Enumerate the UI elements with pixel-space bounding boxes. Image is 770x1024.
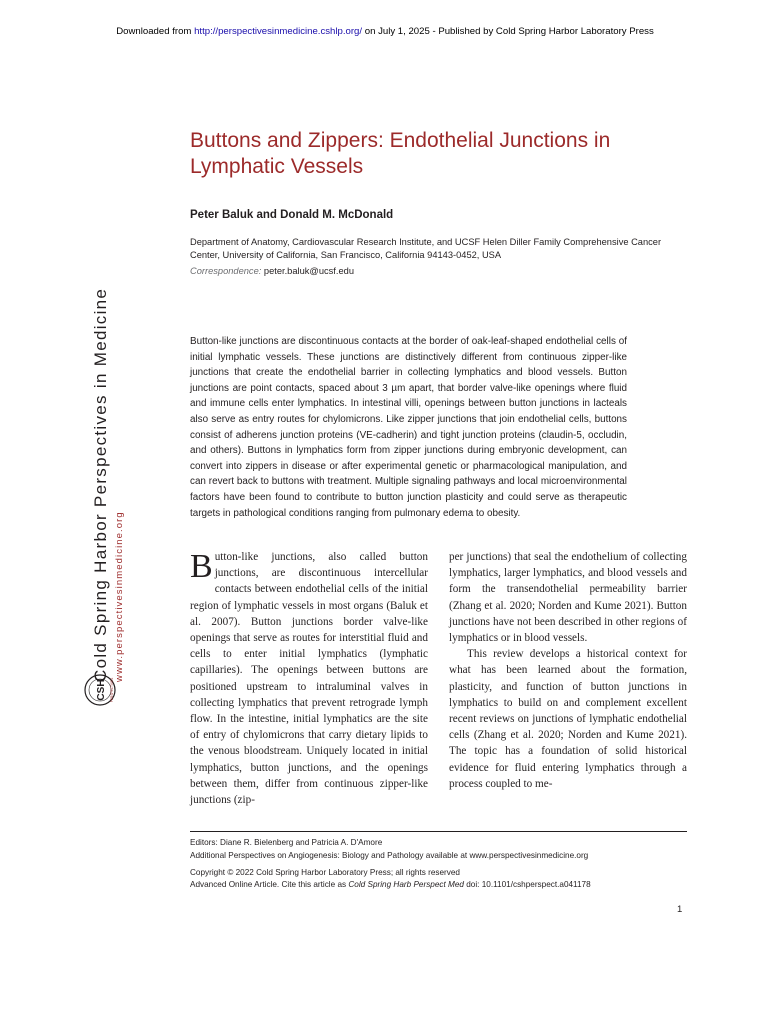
- body-column-1: [190, 549, 428, 808]
- body-col2-paragraph-1: per junctions) that seal the endothelium of collecting lymphatics, larger lymphatics, and blood vessels and form the transendothelial permeability barrier (Zhang et al. 2020; Norden and Kume 2021). Button junctions have not been described in other regions of lymphatics or in blood vessels.: [449, 551, 687, 645]
- footer-citation: [190, 880, 591, 889]
- dropcap: B: [190, 548, 213, 585]
- banner-prefix: Downloaded from: [116, 26, 195, 37]
- sidebar-journal-url[interactable]: www.perspectivesinmedicine.org: [114, 511, 125, 682]
- cite-journal: Cold Spring Harb Perspect Med: [348, 880, 464, 889]
- abstract: Button-like junctions are discontinuous contacts at the border of oak-leaf-shaped endothelial cells of initial lymphatic vessels. These junctions are distinctively different from continuous zipper-like junctions that create the endothelial barrier in collecting lymphatics and blood vessels. Button junctions are point contacts, spaced about 3 µm apart, that border valve-like openings where fluid and immune cells enter lymphatics. In intestinal villi, openings between button junctions in lacteals also serve as entry routes for chylomicrons. Like zipper junctions that join endothelial cells, buttons consist of adherens junction proteins (VE-cadherin) and tight junction proteins (claudin-5, occludin, and others). Buttons in lymphatics form from zipper junctions during embryonic development, can convert into zippers in disease or after experimental genetic or pharmacological manipulation, and can revert back to buttons with treatment. Multiple signaling pathways and local microenvironmental factors have been found to contribute to button junction plasticity and could serve as therapeutic targets in pathological conditions ranging from pulmonary edema to obesity.: [190, 336, 627, 519]
- cite-suffix: doi: 10.1101/cshperspect.a041178: [463, 880, 591, 889]
- correspondence-label: Correspondence:: [190, 266, 262, 276]
- csh-logo: [83, 660, 117, 720]
- banner-url-link[interactable]: http://perspectivesinmedicine.cshlp.org/: [194, 26, 363, 37]
- footer-editors: Editors: Diane R. Bielenberg and Patricia A. D'Amore: [190, 838, 383, 847]
- footer-rule: [190, 831, 687, 832]
- article-title: Buttons and Zippers: Endothelial Junctions in Lymphatic Vessels: [190, 129, 611, 178]
- cite-prefix: Advanced Online Article. Cite this article as: [190, 880, 349, 889]
- download-banner: [0, 26, 770, 37]
- correspondence-email[interactable]: peter.baluk@ucsf.edu: [263, 266, 354, 276]
- body-col2-paragraph-2: This review develops a historical context for what has been learned about the formation, plasticity, and function of button junctions in lymphatics to build on and complement excellent recent reviews on junctions of lymphatic endothelial cells (Zhang et al. 2020; Norden and Kume 2021). The topic has a foundation of solid historical evidence for fluid entering lymphatics through a process coupled to me-: [449, 648, 687, 790]
- body-col1-text: utton-like junctions, also called button junctions, are discontinuous intercellular contacts between endothelial cells of the initial region of lymphatic vessels in most organs (Baluk et al. 2007). Button junctions border valve-like openings that serve as routes for interstitial fluid and cells to enter initial lymphatics (lymphatic capillaries). The openings between buttons are positioned upstream to intraluminal valves in collecting lymphatics that prevent retrograde lymph flow. In the intestine, initial lymphatics are the site of entry of chylomicrons that carry dietary lipids to the venous bloodstream. Uniquely located in initial lymphatics, button junctions, and the openings between them, differ from continuous zipper-like junctions (zip-: [190, 551, 428, 807]
- article-authors: Peter Baluk and Donald M. McDonald: [190, 209, 394, 221]
- logo-subtext: PERSPECTIVES: [110, 677, 114, 703]
- correspondence: [190, 266, 354, 276]
- logo-text: CSH: [96, 679, 107, 701]
- page-number: 1: [677, 904, 683, 915]
- banner-suffix: on July 1, 2025 - Published by Cold Spring Harbor Laboratory Press: [362, 26, 654, 37]
- sidebar-journal-name: Cold Spring Harbor Perspectives in Medicine: [91, 287, 110, 682]
- footer-copyright: Copyright © 2022 Cold Spring Harbor Laboratory Press; all rights reserved: [190, 868, 460, 877]
- journal-sidebar: [83, 287, 143, 682]
- body-column-2: [449, 549, 687, 792]
- footer-additional: Additional Perspectives on Angiogenesis: Biology and Pathology available at www.perspectivesinmedicine.org: [190, 851, 589, 860]
- article-affiliation: Department of Anatomy, Cardiovascular Research Institute, and UCSF Helen Diller Family Comprehensive Cancer Center, University of California, San Francisco, California 94143-0452, USA: [190, 237, 662, 261]
